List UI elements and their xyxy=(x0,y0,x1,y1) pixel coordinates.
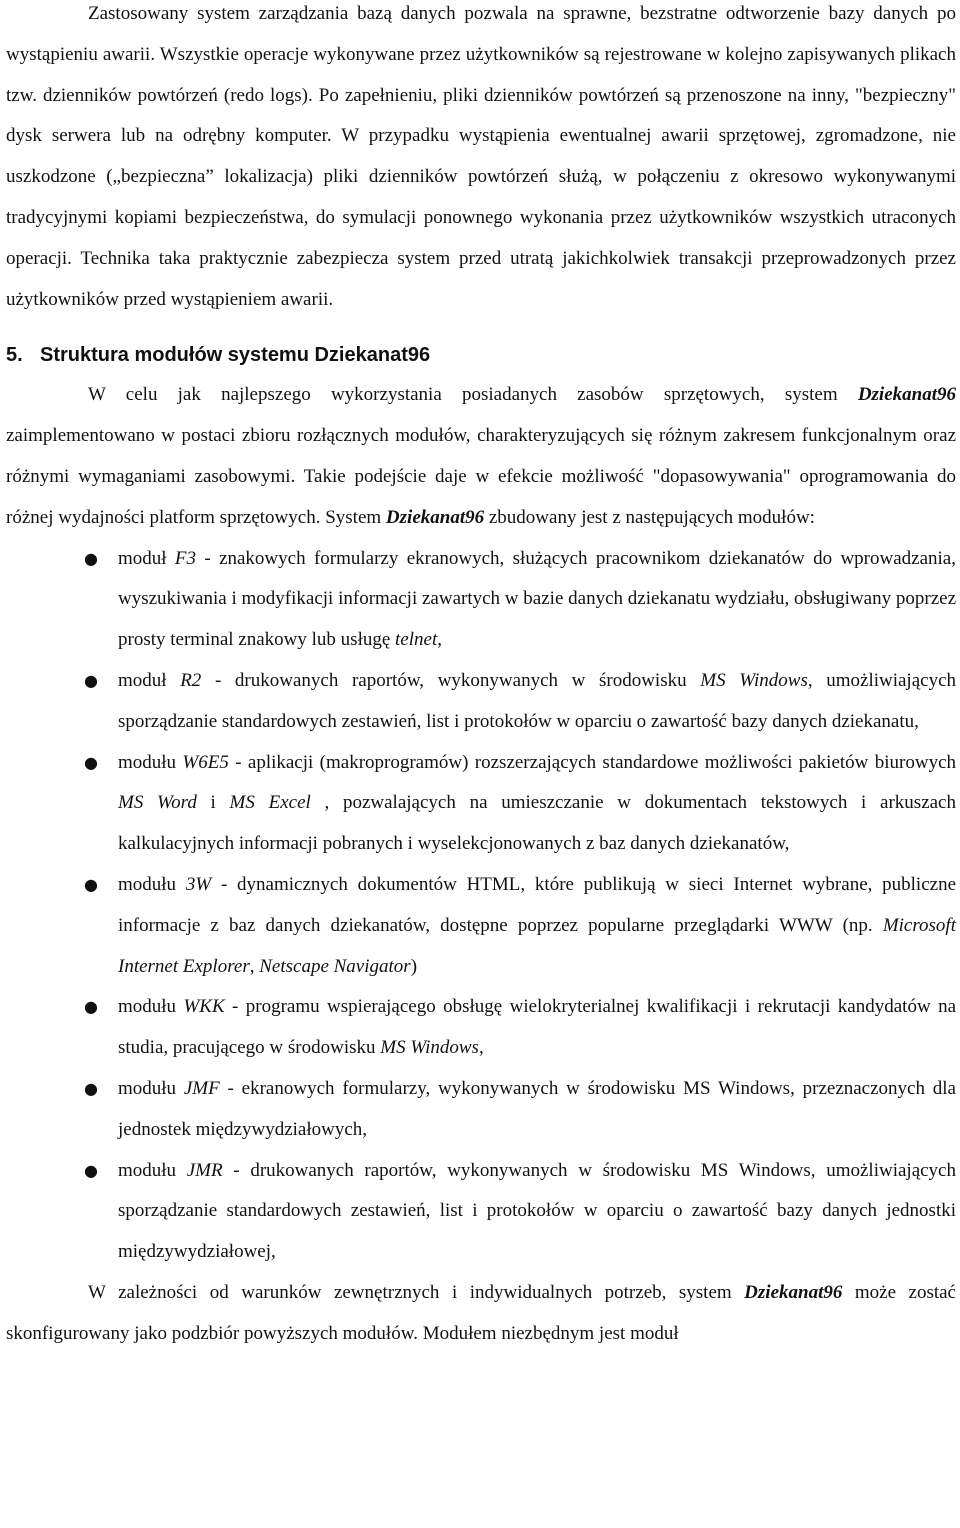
module-name: JMF xyxy=(183,1077,220,1099)
section-title: Struktura modułów systemu Dziekanat96 xyxy=(40,344,431,367)
module-name: W6E5 xyxy=(182,751,229,773)
module-name: F3 xyxy=(174,547,197,569)
intro-text: zaimplementowano w postaci zbioru rozłącznych modułów, charakteryzujących się różnym zakresem funkcjonalnym oraz różnymi wymaganiami zasobowymi. Takie podejście daje w efekcie możliwość "dopasowywania" oprogramowania do różnej wydajności platform sprzętowych. System xyxy=(6,425,956,528)
bullet-icon: ● xyxy=(84,1160,98,1180)
intro-text: zbudowany jest z następujących modułów: xyxy=(484,506,815,528)
module-name: WKK xyxy=(183,996,225,1018)
bullet-icon: ● xyxy=(84,752,98,772)
module-name: JMR xyxy=(186,1159,223,1181)
section-number: 5. xyxy=(6,344,23,367)
section-heading xyxy=(6,340,956,370)
system-name: Dziekanat96 xyxy=(744,1281,843,1303)
module-name: 3W xyxy=(185,873,212,895)
bullet-icon: ● xyxy=(84,874,98,894)
list-item-module-w6e5: ● modułu W6E5 - aplikacji (makroprogramów) rozszerzających standardowe możliwości pakietów biurowych MS Word i MS Excel , pozwalających na umieszczanie w dokumentach tekstowych i arkuszach kalkulacyjnych informacji pobranych i wyselekcjonowanych z baz danych dziekanatów, xyxy=(6,743,956,865)
module-list xyxy=(6,539,956,1273)
list-item-module-jmr: ● modułu JMR - drukowanych raportów, wykonywanych w środowisku MS Windows, umożliwiających sporządzanie standardowych zestawień, list i protokołów w oparciu o zawartość bazy danych jednostki międzywydziałowej, xyxy=(6,1151,956,1273)
paragraph-redo-logs: Zastosowany system zarządzania bazą danych pozwala na sprawne, bezstratne odtworzenie bazy danych po wystąpieniu awarii. Wszystkie operacje wykonywane przez użytkowników są rejestrowane w kolejno zapisywanych plikach tzw. dzienników powtórzeń (redo logs). Po zapełnieniu, pliki dzienników powtórzeń są przenoszone na inny, "bezpieczny" dysk serwera lub na odrębny komputer. W przypadku wystąpienia ewentualnej awarii sprzętowej, zgromadzone, nie uszkodzone („bezpieczna” lokalizacja) pliki dzienników powtórzeń służą, w połączeniu z okresowo wykonywanymi tradycyjnymi kopiami bezpieczeństwa, do symulacji ponownego wykonania przez użytkowników wszystkich utraconych operacji. Technika taka praktycznie zabezpiecza system przed utratą jakichkolwiek transakcji przeprowadzonych przez użytkowników przed wystąpieniem awarii. xyxy=(6,3,956,310)
bullet-icon: ● xyxy=(84,997,98,1017)
system-name: Dziekanat96 xyxy=(385,506,485,528)
paragraph-closing: W zależności od warunków zewnętrznych i indywidualnych potrzeb, system Dziekanat96 może zostać skonfigurowany jako podzbiór powyższych modułów. Modułem niezbędnym jest moduł xyxy=(6,1281,956,1344)
list-item-module-3w: ● modułu 3W - dynamicznych dokumentów HTML, które publikują w sieci Internet wybrane, publiczne informacje z baz danych dziekanatów, dostępne poprzez popularne przeglądarki WWW (np. Microsoft Internet Explorer, Netscape Navigator) xyxy=(6,865,956,987)
intro-text: W celu jak najlepszego wykorzystania posiadanych zasobów sprzętowych, system xyxy=(88,384,858,406)
paragraph-intro xyxy=(6,375,956,538)
list-item-module-r2: ● moduł R2 - drukowanych raportów, wykonywanych w środowisku MS Windows, umożliwiających sporządzanie standardowych zestawień, list i protokołów w oparciu o zawartość bazy danych dziekanatu, xyxy=(6,661,956,743)
system-name: Dziekanat96 xyxy=(857,384,956,406)
document-page xyxy=(6,0,956,1355)
bullet-icon: ● xyxy=(84,1078,98,1098)
bullet-icon: ● xyxy=(84,670,98,690)
bullet-icon: ● xyxy=(84,548,98,568)
list-item-module-jmf: ● modułu JMF - ekranowych formularzy, wykonywanych w środowisku MS Windows, przeznaczonych dla jednostek międzywydziałowych, xyxy=(6,1069,956,1151)
list-item-module-wkk: ● modułu WKK - programu wspierającego obsługę wielokryterialnej kwalifikacji i rekrutacji kandydatów na studia, pracującego w środowisku MS Windows, xyxy=(6,987,956,1069)
module-name: R2 xyxy=(180,669,202,691)
list-item-module-f3: ● moduł F3 - znakowych formularzy ekranowych, służących pracownikom dziekanatów do wprowadzania, wyszukiwania i modyfikacji informacji zawartych w bazie danych dziekanatu wydziału, obsługiwany poprzez prosty terminal znakowy lub usługę telnet, xyxy=(6,539,956,661)
